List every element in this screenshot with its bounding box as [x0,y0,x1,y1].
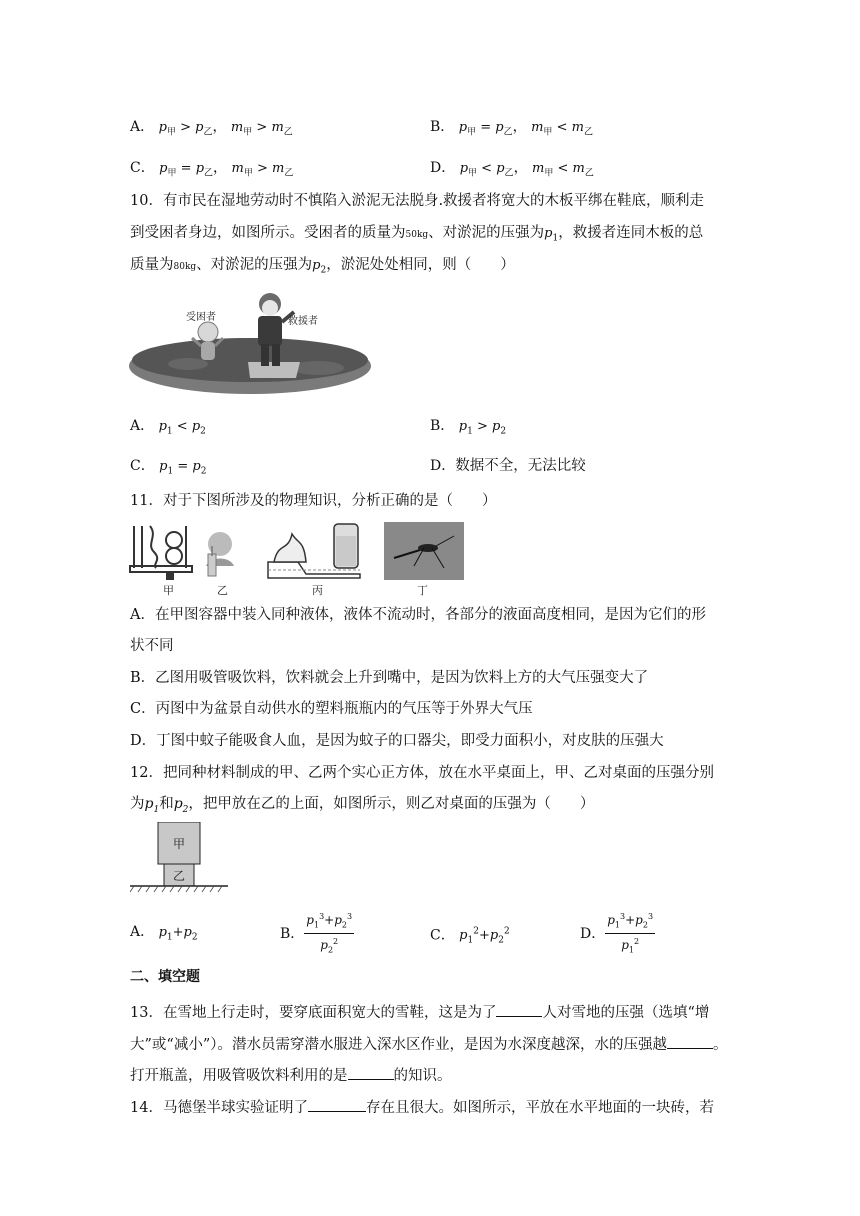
q9-option-c[interactable]: C． $p_甲 = p_乙$， $m_甲 > m_乙$ [130,160,294,179]
fraction-d: $\frac{p_1^3+p_2^3}{p_1^2}$ [607,912,654,955]
mosquito-photo-figure [384,522,464,580]
q14-blank-1[interactable] [308,1094,366,1112]
q12-stacked-cubes-figure [130,822,230,894]
fig-label-yi: 乙 [217,584,228,597]
q11-option-a[interactable]: A．在甲图容器中装入同种液体，液体不流动时，各部分的液面高度相同，是因为它们的形 [130,607,706,623]
fraction-b: $\frac{p_1^3+p_2^3}{p_2^2}$ [306,912,353,955]
q13-blank-2[interactable] [667,1031,713,1049]
bonsai-water-bottle-figure [268,524,360,578]
q10-option-b[interactable]: B． $p_1 > p_2$ [430,418,507,437]
q10-mud-rescue-figure [128,286,372,396]
q13-line-1: 13．在雪地上行走时，要穿底面积宽大的雪鞋，这是为了 人对雪地的压强（选填“增 [130,999,709,1024]
q11-figures [128,522,468,600]
q12-option-a[interactable]: A． $p_1+p_2$ [130,924,198,943]
q9-option-a[interactable]: A． $p_甲 > p_乙$， $m_甲 > m_乙$ [130,119,293,138]
q12-option-b[interactable]: B． $\frac{p_1^3+p_2^3}{p_2^2}$ [280,910,354,958]
cube-top-label: 甲 [173,837,186,851]
q13-blank-1[interactable] [496,999,542,1017]
q10-line-3: 质量为80kg、对淤泥的压强为$p_2$，淤泥处处相同，则（ ） [130,257,515,276]
q14-line-1: 14．马德堡半球实验证明了 存在且很大。如图所示，平放在水平地面的一块砖，若 [130,1094,714,1119]
q11-option-d[interactable]: D．丁图中蚊子能吸食人血，是因为蚊子的口器尖，即受力面积小，对皮肤的压强大 [130,733,664,749]
rescuer-label: 救援者 [288,316,318,327]
q11-option-b[interactable]: B．乙图用吸管吸饮料，饮料就会上升到嘴中，是因为饮料上方的大气压强变大了 [130,670,649,686]
q11-stem: 11．对于下图所涉及的物理知识，分析正确的是（ ） [130,493,497,509]
q12-option-d[interactable]: D． $\frac{p_1^3+p_2^3}{p_1^2}$ [580,910,655,958]
q10-line-1: 10．有市民在湿地劳动时不慎陷入淤泥无法脱身.救援者将宽大的木板平绑在鞋底，顺利走 [130,193,705,209]
q10-line-2: 到受困者身边，如图所示。受困者的质量为50kg、对淤泥的压强为$p_1$，救援者连同木板的总 [130,225,704,244]
q12-line-2: 为$p_1$和$p_2$，把甲放在乙的上面，如图所示，则乙对桌面的压强为（ ） [130,796,595,815]
q12-line-1: 12．把同种材料制成的甲、乙两个实心正方体，放在水平桌面上，甲、乙对桌面的压强分别 [130,765,714,781]
q11-option-a-cont: 状不同 [130,638,174,654]
connected-vessels-figure [130,526,192,580]
q13-line-3: 打开瓶盖，用吸管吸饮料利用的是 的知识。 [130,1062,452,1087]
q9-option-b[interactable]: B． $p_甲 = p_乙$， $m_甲 < m_乙$ [430,119,593,138]
q13-line-2: 大”或“减小”）。潜水员需穿潜水服进入深水区作业，是因为水深度越深，水的压强越 。 [130,1031,728,1056]
q13-blank-3[interactable] [348,1062,394,1080]
fig-label-bing: 丙 [312,584,323,597]
fig-label-jia: 甲 [163,584,174,597]
q10-option-d[interactable]: D．数据不全，无法比较 [430,458,586,474]
person-drinking-figure [206,532,234,576]
q9-option-d[interactable]: D． $p_甲 < p_乙$， $m_甲 < m_乙$ [430,160,594,179]
q12-option-c[interactable]: C． $p_1^2+p_2^2$ [430,927,510,946]
trapped-person-label: 受困者 [186,312,216,323]
mud-rescue-illustration [128,286,372,396]
cube-bottom-label: 乙 [173,869,186,883]
q11-option-c[interactable]: C．丙图中为盆景自动供水的塑料瓶瓶内的气压等于外界大气压 [130,701,533,717]
section-title-fill-in: 二、填空题 [130,969,200,985]
q10-option-c[interactable]: C． $p_1 = p_2$ [130,458,207,477]
q10-option-a[interactable]: A． $p_1 < p_2$ [130,418,206,437]
fig-label-ding: 丁 [417,584,428,597]
